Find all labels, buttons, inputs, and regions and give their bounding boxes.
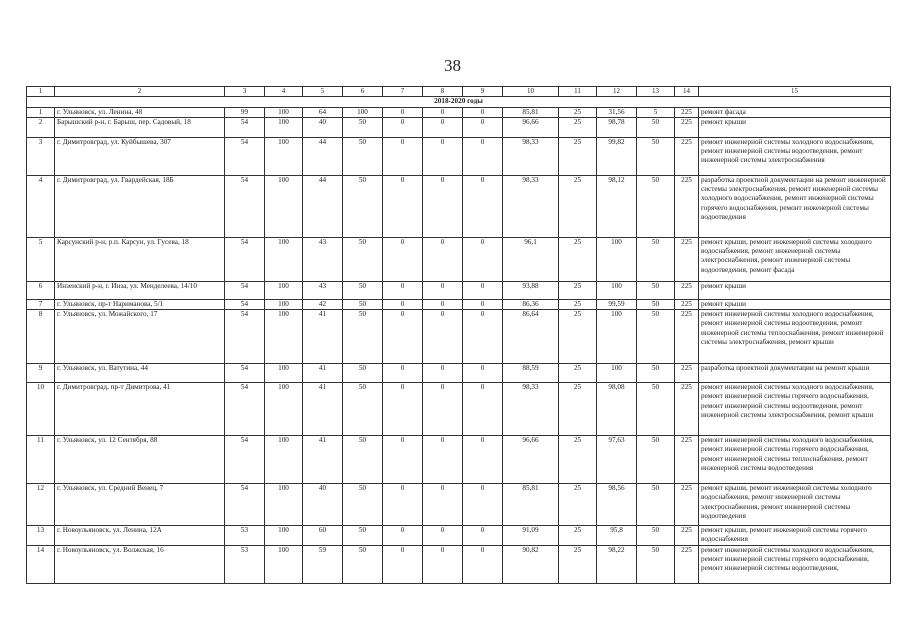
value-cell: 0 — [383, 299, 423, 309]
value-cell: 31,56 — [597, 107, 637, 117]
period-row — [27, 97, 891, 107]
value-cell: 98,56 — [597, 484, 637, 526]
value-cell: 225 — [675, 175, 699, 237]
value-cell: 100 — [597, 281, 637, 299]
value-cell: 100 — [265, 299, 303, 309]
value-cell: 98,12 — [597, 175, 637, 237]
value-cell: 225 — [675, 281, 699, 299]
value-cell: 0 — [383, 364, 423, 383]
value-cell: 96,66 — [503, 117, 559, 137]
value-cell: 225 — [675, 364, 699, 383]
value-cell: 54 — [225, 299, 265, 309]
value-cell: 100 — [265, 117, 303, 137]
column-number-cell: 7 — [383, 87, 423, 97]
value-cell: 50 — [343, 310, 383, 364]
address-cell: г. Ульяновск, ул. 12 Сентября, 88 — [55, 436, 225, 484]
value-cell: 54 — [225, 364, 265, 383]
value-cell: 54 — [225, 137, 265, 175]
work-description-cell: ремонт крыши — [699, 281, 891, 299]
row-number: 11 — [27, 436, 55, 484]
row-number: 12 — [27, 484, 55, 526]
value-cell: 98,33 — [503, 175, 559, 237]
value-cell: 50 — [343, 484, 383, 526]
value-cell: 54 — [225, 175, 265, 237]
value-cell: 25 — [559, 117, 597, 137]
column-number-cell: 12 — [597, 87, 637, 97]
row-number: 8 — [27, 310, 55, 364]
address-cell: г. Ульяновск, ул. Ленина, 48 — [55, 107, 225, 117]
page-number: 38 — [444, 56, 461, 75]
value-cell: 0 — [383, 107, 423, 117]
value-cell: 0 — [463, 545, 503, 583]
value-cell: 25 — [559, 383, 597, 436]
row-number: 14 — [27, 545, 55, 583]
value-cell: 0 — [463, 117, 503, 137]
column-number-cell: 8 — [423, 87, 463, 97]
value-cell: 0 — [383, 117, 423, 137]
row-number: 9 — [27, 364, 55, 383]
value-cell: 100 — [265, 484, 303, 526]
value-cell: 91,09 — [503, 526, 559, 546]
column-number-cell: 9 — [463, 87, 503, 97]
table-row — [27, 526, 891, 546]
work-description-cell: ремонт фасада — [699, 107, 891, 117]
value-cell: 225 — [675, 545, 699, 583]
column-number-cell: 6 — [343, 87, 383, 97]
repair-schedule-table — [26, 86, 891, 584]
value-cell: 25 — [559, 175, 597, 237]
row-number: 2 — [27, 117, 55, 137]
work-description-cell: ремонт крыши, ремонт инженерной системы холодного водоснабжения, ремонт инженерной системы электроснабжения, ремонт инженерной системы водоотведения, ремонт фасада — [699, 237, 891, 281]
value-cell: 41 — [303, 436, 343, 484]
value-cell: 100 — [265, 545, 303, 583]
value-cell: 50 — [637, 117, 675, 137]
value-cell: 25 — [559, 237, 597, 281]
value-cell: 225 — [675, 107, 699, 117]
value-cell: 43 — [303, 237, 343, 281]
value-cell: 0 — [423, 117, 463, 137]
row-number: 7 — [27, 299, 55, 309]
address-cell: Инзенский р-н, г. Инза, ул. Менделеева, 14/10 — [55, 281, 225, 299]
value-cell: 0 — [463, 281, 503, 299]
value-cell: 99,59 — [597, 299, 637, 309]
value-cell: 0 — [463, 383, 503, 436]
value-cell: 54 — [225, 310, 265, 364]
value-cell: 25 — [559, 545, 597, 583]
value-cell: 44 — [303, 137, 343, 175]
value-cell: 0 — [383, 175, 423, 237]
value-cell: 0 — [423, 299, 463, 309]
value-cell: 40 — [303, 117, 343, 137]
row-number: 4 — [27, 175, 55, 237]
value-cell: 0 — [463, 310, 503, 364]
row-number: 6 — [27, 281, 55, 299]
table-row — [27, 107, 891, 117]
value-cell: 86,36 — [503, 299, 559, 309]
value-cell: 225 — [675, 117, 699, 137]
value-cell: 25 — [559, 484, 597, 526]
value-cell: 43 — [303, 281, 343, 299]
value-cell: 54 — [225, 117, 265, 137]
table-row — [27, 281, 891, 299]
value-cell: 54 — [225, 237, 265, 281]
value-cell: 50 — [343, 137, 383, 175]
value-cell: 25 — [559, 281, 597, 299]
value-cell: 0 — [423, 237, 463, 281]
value-cell: 225 — [675, 484, 699, 526]
table-row — [27, 383, 891, 436]
value-cell: 0 — [383, 484, 423, 526]
value-cell: 54 — [225, 436, 265, 484]
value-cell: 60 — [303, 526, 343, 546]
value-cell: 0 — [423, 526, 463, 546]
address-cell: г. Димитровград, пр-т Димитрова, 41 — [55, 383, 225, 436]
value-cell: 0 — [463, 484, 503, 526]
value-cell: 100 — [265, 364, 303, 383]
value-cell: 97,63 — [597, 436, 637, 484]
value-cell: 100 — [597, 237, 637, 281]
value-cell: 0 — [423, 137, 463, 175]
value-cell: 100 — [265, 310, 303, 364]
value-cell: 25 — [559, 107, 597, 117]
value-cell: 50 — [637, 299, 675, 309]
value-cell: 50 — [637, 310, 675, 364]
value-cell: 0 — [463, 436, 503, 484]
value-cell: 50 — [637, 526, 675, 546]
value-cell: 96,1 — [503, 237, 559, 281]
value-cell: 0 — [383, 137, 423, 175]
value-cell: 50 — [637, 281, 675, 299]
value-cell: 100 — [265, 526, 303, 546]
value-cell: 50 — [343, 117, 383, 137]
value-cell: 100 — [265, 383, 303, 436]
value-cell: 25 — [559, 299, 597, 309]
value-cell: 225 — [675, 299, 699, 309]
work-description-cell: ремонт крыши, ремонт инженерной системы горячего водоснабжения — [699, 526, 891, 546]
value-cell: 40 — [303, 484, 343, 526]
table-row — [27, 175, 891, 237]
address-cell: г. Ульяновск, ул. Ватутина, 44 — [55, 364, 225, 383]
value-cell: 90,82 — [503, 545, 559, 583]
value-cell: 0 — [383, 237, 423, 281]
work-description-cell: ремонт инженерной системы холодного водоснабжения, ремонт инженерной системы водоотведения, ремонт инженерной системы теплоснабжения, ремонт инженерной системы электроснабжения, ремонт крыши — [699, 310, 891, 364]
value-cell: 50 — [343, 237, 383, 281]
table-row — [27, 545, 891, 583]
value-cell: 50 — [343, 545, 383, 583]
column-number-row — [27, 87, 891, 97]
value-cell: 98,33 — [503, 137, 559, 175]
address-cell: г. Ульяновск, ул. Можайского, 17 — [55, 310, 225, 364]
value-cell: 100 — [265, 237, 303, 281]
value-cell: 50 — [637, 484, 675, 526]
table-row — [27, 137, 891, 175]
value-cell: 85,81 — [503, 484, 559, 526]
value-cell: 225 — [675, 237, 699, 281]
address-cell: г. Новоульяновск, ул. Ленина, 12А — [55, 526, 225, 546]
work-description-cell: ремонт инженерной системы холодного водоснабжения, ремонт инженерной системы горячего водоснабжения, ремонт инженерной системы теплоснабжения, ремонт инженерной системы водоотведения — [699, 436, 891, 484]
value-cell: 100 — [265, 175, 303, 237]
value-cell: 41 — [303, 383, 343, 436]
value-cell: 42 — [303, 299, 343, 309]
work-description-cell: ремонт инженерной системы холодного водоснабжения, ремонт инженерной системы водоотведения, ремонт инженерной системы электроснабжения — [699, 137, 891, 175]
value-cell: 50 — [637, 545, 675, 583]
period-label: 2018-2020 годы — [27, 97, 891, 107]
address-cell: г. Ульяновск, ул. Средний Венец, 7 — [55, 484, 225, 526]
value-cell: 50 — [637, 383, 675, 436]
value-cell: 44 — [303, 175, 343, 237]
value-cell: 85,81 — [503, 107, 559, 117]
value-cell: 100 — [265, 107, 303, 117]
row-number: 13 — [27, 526, 55, 546]
value-cell: 0 — [383, 436, 423, 484]
value-cell: 0 — [383, 526, 423, 546]
column-number-cell: 3 — [225, 87, 265, 97]
value-cell: 50 — [637, 137, 675, 175]
work-description-cell: ремонт инженерной системы холодного водоснабжения, ремонт инженерной системы горячего водоснабжения, ремонт инженерной системы водоотведения, ремонт инженерной системы электроснабжения, ремонт крыши — [699, 383, 891, 436]
table-row — [27, 436, 891, 484]
table-row — [27, 299, 891, 309]
value-cell: 0 — [463, 175, 503, 237]
value-cell: 0 — [423, 364, 463, 383]
work-description-cell: разработка проектной документации на ремонт инженерной системы электроснабжения, ремонт инженерной системы холодного водоснабжения, ремонт инженерной системы горячего водоснабжения, ремонт инженерной системы водоотведения — [699, 175, 891, 237]
value-cell: 225 — [675, 436, 699, 484]
value-cell: 98,33 — [503, 383, 559, 436]
value-cell: 98,22 — [597, 545, 637, 583]
column-number-cell: 13 — [637, 87, 675, 97]
value-cell: 0 — [423, 383, 463, 436]
value-cell: 100 — [597, 364, 637, 383]
value-cell: 0 — [423, 281, 463, 299]
value-cell: 54 — [225, 383, 265, 436]
value-cell: 99 — [225, 107, 265, 117]
column-number-cell: 5 — [303, 87, 343, 97]
value-cell: 0 — [423, 310, 463, 364]
work-description-cell: ремонт крыши — [699, 299, 891, 309]
value-cell: 225 — [675, 137, 699, 175]
value-cell: 5 — [637, 107, 675, 117]
value-cell: 0 — [463, 299, 503, 309]
value-cell: 0 — [463, 364, 503, 383]
table-row — [27, 237, 891, 281]
value-cell: 25 — [559, 364, 597, 383]
work-description-cell: ремонт крыши, ремонт инженерной системы холодного водоснабжения, ремонт инженерной системы электроснабжения, ремонт инженерной системы водоотведения — [699, 484, 891, 526]
value-cell: 96,66 — [503, 436, 559, 484]
value-cell: 50 — [637, 237, 675, 281]
value-cell: 53 — [225, 526, 265, 546]
value-cell: 88,59 — [503, 364, 559, 383]
column-number-cell: 10 — [503, 87, 559, 97]
work-description-cell: разработка проектной документации на ремонт крыши — [699, 364, 891, 383]
work-description-cell: ремонт инженерной системы холодного водоснабжения, ремонт инженерной системы горячего водоснабжения, ремонт инженерной системы водоотведения, — [699, 545, 891, 583]
value-cell: 54 — [225, 281, 265, 299]
row-number: 10 — [27, 383, 55, 436]
value-cell: 0 — [463, 237, 503, 281]
value-cell: 50 — [343, 436, 383, 484]
value-cell: 98,78 — [597, 117, 637, 137]
row-number: 1 — [27, 107, 55, 117]
value-cell: 100 — [597, 310, 637, 364]
value-cell: 0 — [423, 545, 463, 583]
row-number: 5 — [27, 237, 55, 281]
value-cell: 0 — [423, 484, 463, 526]
value-cell: 86,64 — [503, 310, 559, 364]
value-cell: 25 — [559, 526, 597, 546]
value-cell: 0 — [383, 310, 423, 364]
value-cell: 0 — [423, 107, 463, 117]
value-cell: 53 — [225, 545, 265, 583]
value-cell: 25 — [559, 310, 597, 364]
value-cell: 41 — [303, 364, 343, 383]
value-cell: 25 — [559, 436, 597, 484]
value-cell: 100 — [343, 107, 383, 117]
column-number-cell: 14 — [675, 87, 699, 97]
table-row — [27, 364, 891, 383]
value-cell: 25 — [559, 137, 597, 175]
value-cell: 50 — [343, 175, 383, 237]
value-cell: 54 — [225, 484, 265, 526]
value-cell: 93,88 — [503, 281, 559, 299]
value-cell: 50 — [343, 299, 383, 309]
value-cell: 0 — [423, 175, 463, 237]
value-cell: 0 — [383, 383, 423, 436]
address-cell: г. Димитровград, ул. Гвардейская, 18Б — [55, 175, 225, 237]
value-cell: 50 — [343, 364, 383, 383]
value-cell: 99,82 — [597, 137, 637, 175]
value-cell: 50 — [637, 175, 675, 237]
value-cell: 100 — [265, 137, 303, 175]
value-cell: 50 — [343, 526, 383, 546]
value-cell: 225 — [675, 383, 699, 436]
value-cell: 95,8 — [597, 526, 637, 546]
address-cell: Карсунский р-н, р.п. Карсун, ул. Гусева, 18 — [55, 237, 225, 281]
value-cell: 0 — [383, 281, 423, 299]
column-number-cell: 1 — [27, 87, 55, 97]
value-cell: 0 — [463, 137, 503, 175]
value-cell: 50 — [343, 383, 383, 436]
column-number-cell: 2 — [55, 87, 225, 97]
table-row — [27, 310, 891, 364]
column-number-cell: 11 — [559, 87, 597, 97]
row-number: 3 — [27, 137, 55, 175]
value-cell: 41 — [303, 310, 343, 364]
address-cell: Барышский р-н, г. Барыш, пер. Садовый, 18 — [55, 117, 225, 137]
address-cell: г. Новоульяновск, ул. Волжская, 16 — [55, 545, 225, 583]
value-cell: 50 — [343, 281, 383, 299]
value-cell: 100 — [265, 436, 303, 484]
table-row — [27, 484, 891, 526]
value-cell: 0 — [463, 107, 503, 117]
value-cell: 98,08 — [597, 383, 637, 436]
value-cell: 0 — [423, 436, 463, 484]
value-cell: 225 — [675, 526, 699, 546]
value-cell: 225 — [675, 310, 699, 364]
address-cell: г. Ульяновск, пр-т Нариманова, 5/1 — [55, 299, 225, 309]
value-cell: 59 — [303, 545, 343, 583]
column-number-cell: 4 — [265, 87, 303, 97]
address-cell: г. Димитровград, ул. Куйбышева, 307 — [55, 137, 225, 175]
value-cell: 0 — [463, 526, 503, 546]
column-number-cell: 15 — [699, 87, 891, 97]
table-row — [27, 117, 891, 137]
value-cell: 0 — [383, 545, 423, 583]
value-cell: 64 — [303, 107, 343, 117]
value-cell: 50 — [637, 436, 675, 484]
work-description-cell: ремонт крыши — [699, 117, 891, 137]
value-cell: 100 — [265, 281, 303, 299]
value-cell: 50 — [637, 364, 675, 383]
